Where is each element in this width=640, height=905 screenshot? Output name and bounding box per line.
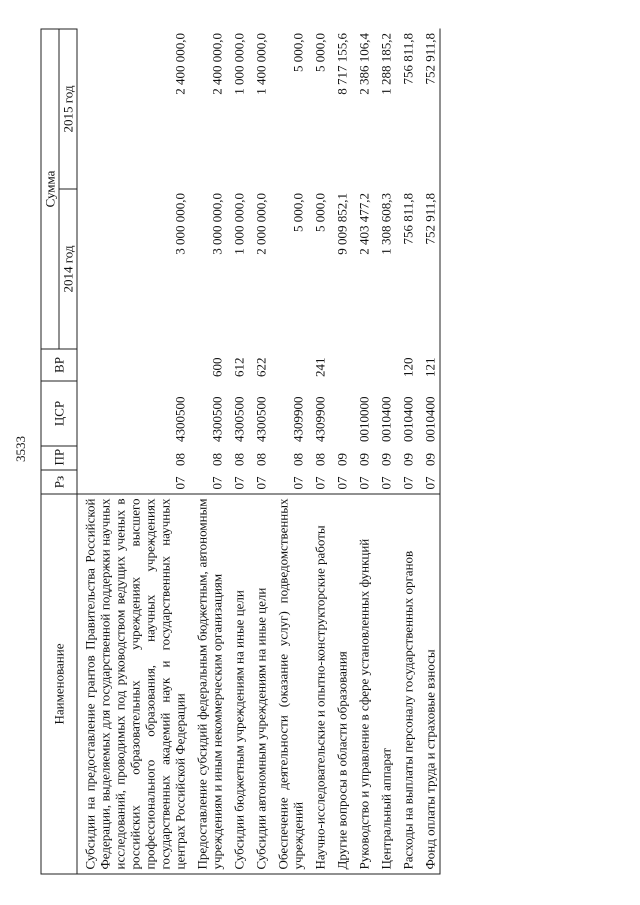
table-row: [418, 29, 441, 874]
table-body: [77, 29, 440, 874]
table-row: [396, 29, 418, 874]
row-vr: 121: [422, 357, 438, 377]
row-csr: 0010400: [378, 396, 394, 442]
row-pr: 09: [422, 453, 438, 466]
row-name: Субсидии автономным учреждениям на иные цели: [249, 494, 271, 874]
table-row: [271, 29, 308, 874]
row-rz: 07: [231, 476, 247, 490]
row-name: Фонд оплаты труда и страховые взносы: [418, 494, 441, 874]
row-csr: 4309900: [290, 396, 306, 442]
header-vr: ВР: [41, 349, 77, 381]
row-pr: 08: [209, 453, 225, 466]
row-csr: [330, 381, 352, 446]
row-pr: 08: [312, 453, 328, 466]
row-name: Субсидии на предоставление грантов Правительства Российской Федерации, выделяемых для государственной поддержки научных исследований, проводимых под руководством ведущих ученых в российских образовательных учреждениях высшего профессионального образования, научных учреждениях государственных академий наук и государственных научных центрах Российской Федерации: [77, 494, 190, 874]
row-2015: 1 400 000,0: [253, 33, 269, 95]
row-rz: 07: [378, 476, 394, 490]
row-vr: 612: [231, 357, 247, 377]
row-name: Руководство и управление в сфере установленных функций: [352, 494, 374, 874]
header-name: Наименование: [41, 494, 77, 874]
row-vr: [330, 349, 352, 381]
row-2015: 8 717 155,6: [334, 33, 350, 95]
table-row: [374, 29, 396, 874]
row-pr: 08: [253, 453, 269, 466]
row-2014: 756 811,8: [400, 193, 416, 245]
row-pr: 09: [334, 453, 350, 466]
row-pr: 09: [400, 453, 416, 466]
table-row: [352, 29, 374, 874]
header-2015: 2015 год: [59, 29, 77, 189]
row-rz: 07: [172, 476, 188, 490]
row-rz: 07: [312, 476, 328, 490]
row-name: Предоставление субсидий федеральным бюджетным, автономным учреждениям и иным некоммерческим организациям: [190, 494, 227, 874]
row-2014: 1 308 608,3: [378, 193, 394, 255]
row-2015: 752 911,8: [422, 33, 438, 85]
row-2015: 756 811,8: [400, 33, 416, 85]
row-rz: 07: [422, 476, 438, 490]
row-csr: 4309900: [312, 396, 328, 442]
row-2014: 2 403 477,2: [356, 193, 372, 255]
row-pr: 09: [378, 453, 394, 466]
row-2014: 1 000 000,0: [231, 193, 247, 255]
row-vr: 120: [400, 357, 416, 377]
table-row: [249, 29, 271, 874]
header-pr: ПР: [41, 446, 77, 470]
row-2014: 3 000 000,0: [209, 193, 225, 255]
row-vr: 622: [253, 357, 269, 377]
row-2015: 2 400 000,0: [209, 33, 225, 95]
rotated-page: [41, 30, 601, 875]
header-sum: Сумма: [41, 29, 59, 349]
row-2014: 9 009 852,1: [334, 193, 350, 255]
row-pr: 08: [172, 453, 188, 466]
row-csr: 0010400: [400, 396, 416, 442]
row-rz: 07: [356, 476, 372, 490]
row-vr: [77, 349, 190, 381]
row-2014: 752 911,8: [422, 193, 438, 245]
row-vr: 600: [209, 357, 225, 377]
row-2014: 5 000,0: [290, 193, 306, 232]
row-rz: 07: [209, 476, 225, 490]
row-2015: 5 000,0: [312, 33, 328, 72]
row-name: Другие вопросы в области образования: [330, 494, 352, 874]
row-2015: 1 000 000,0: [231, 33, 247, 95]
row-name: Расходы на выплаты персоналу государственных органов: [396, 494, 418, 874]
table-row: [227, 29, 249, 874]
row-rz: 07: [290, 476, 306, 490]
page-number: 3533: [13, 436, 28, 462]
row-name: Обеспечение деятельности (оказание услуг) подведомственных учреждений: [271, 494, 308, 874]
table-row: [190, 29, 227, 874]
row-csr: 0010400: [422, 396, 438, 442]
row-2015: 5 000,0: [290, 33, 306, 72]
table-row: [308, 29, 330, 874]
header-2014: 2014 год: [59, 189, 77, 349]
table-row: [330, 29, 352, 874]
row-2015: 1 288 185,2: [378, 33, 394, 95]
header-csr: ЦСР: [41, 381, 77, 446]
row-rz: 07: [253, 476, 269, 490]
row-pr: 08: [231, 453, 247, 466]
row-csr: 4300500: [209, 396, 225, 442]
row-pr: 09: [356, 453, 372, 466]
row-name: Субсидии бюджетным учреждениям на иные цели: [227, 494, 249, 874]
row-pr: 08: [290, 453, 306, 466]
row-csr: 4300500: [231, 396, 247, 442]
row-csr: 0010000: [356, 396, 372, 442]
row-csr: 4300500: [172, 396, 188, 442]
row-2014: 2 000 000,0: [253, 193, 269, 255]
row-csr: 4300500: [253, 396, 269, 442]
row-rz: 07: [334, 476, 350, 490]
row-vr: [271, 349, 308, 381]
row-2015: 2 400 000,0: [172, 33, 188, 95]
row-name: Центральный аппарат: [374, 494, 396, 874]
table-header: [41, 29, 77, 874]
row-name: Научно-исследовательские и опытно-конструкторские работы: [308, 494, 330, 874]
header-rz: Рз: [41, 470, 77, 494]
budget-table: [41, 29, 441, 875]
row-rz: 07: [400, 476, 416, 490]
table-row: [77, 29, 190, 874]
row-2014: 3 000 000,0: [172, 193, 188, 255]
row-2014: 5 000,0: [312, 193, 328, 232]
row-vr: [374, 349, 396, 381]
row-vr: 241: [312, 357, 328, 377]
row-2015: 2 386 106,4: [356, 33, 372, 95]
row-vr: [352, 349, 374, 381]
